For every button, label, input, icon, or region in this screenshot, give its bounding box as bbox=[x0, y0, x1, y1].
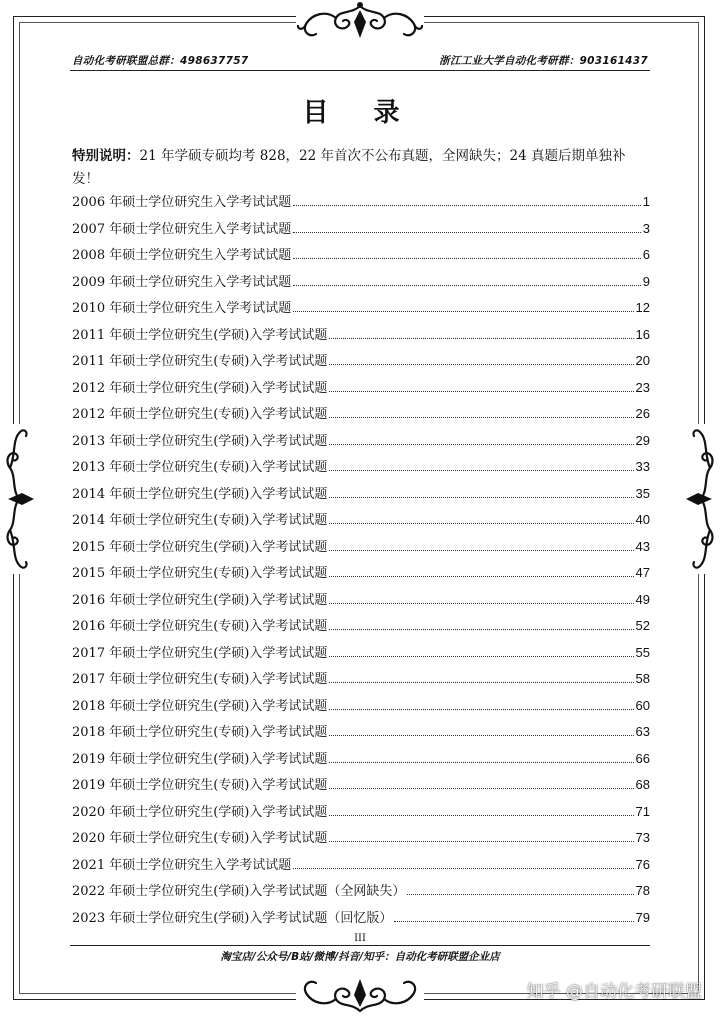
toc-entry-page: 68 bbox=[635, 777, 650, 792]
toc-entry-page: 76 bbox=[635, 856, 650, 872]
toc-entry-page: 49 bbox=[635, 591, 650, 607]
page-title: 目 录 bbox=[302, 98, 418, 128]
table-of-contents bbox=[72, 191, 650, 933]
toc-entry-title: 2018 年硕士学位研究生(学硕)入学考试试题 bbox=[72, 698, 328, 714]
toc-entry-title: 2014 年硕士学位研究生(学硕)入学考试试题 bbox=[72, 486, 328, 502]
toc-entry-title: 2013 年硕士学位研究生(专硕)入学考试试题 bbox=[72, 460, 328, 475]
toc-dot-leader bbox=[293, 303, 633, 312]
toc-entry-page: 6 bbox=[642, 247, 650, 262]
toc-entry-title: 2011 年硕士学位研究生(专硕)入学考试试题 bbox=[72, 354, 328, 369]
toc-dot-leader bbox=[329, 753, 633, 762]
toc-entry-title: 2013 年硕士学位研究生(学硕)入学考试试题 bbox=[72, 433, 328, 449]
toc-dot-leader bbox=[293, 276, 641, 285]
toc-dot-leader bbox=[329, 780, 633, 789]
toc-entry[interactable] bbox=[72, 721, 650, 748]
toc-entry-page: 58 bbox=[635, 671, 650, 686]
toc-entry[interactable] bbox=[72, 880, 650, 907]
toc-entry-page: 71 bbox=[635, 803, 650, 819]
toc-dot-leader bbox=[329, 356, 633, 365]
toc-entry[interactable] bbox=[72, 668, 650, 695]
toc-entry-title: 2009 年硕士学位研究生入学考试试题 bbox=[72, 274, 292, 290]
toc-dot-leader bbox=[329, 727, 633, 736]
toc-entry-title: 2018 年硕士学位研究生(专硕)入学考试试题 bbox=[72, 725, 328, 740]
toc-dot-leader bbox=[329, 647, 633, 656]
toc-entry[interactable] bbox=[72, 430, 650, 457]
special-note bbox=[72, 145, 652, 191]
toc-entry-title: 2010 年硕士学位研究生入学考试试题 bbox=[72, 301, 292, 316]
right-flourish-ornament bbox=[682, 424, 720, 574]
toc-entry-page: 26 bbox=[635, 406, 650, 421]
special-note-label: 特别说明： bbox=[72, 148, 140, 164]
toc-entry[interactable] bbox=[72, 244, 650, 271]
toc-entry-page: 12 bbox=[635, 300, 650, 315]
toc-entry-title: 2016 年硕士学位研究生(学硕)入学考试试题 bbox=[72, 592, 328, 608]
toc-dot-leader bbox=[407, 886, 633, 895]
toc-entry-title: 2007 年硕士学位研究生入学考试试题 bbox=[72, 221, 292, 237]
toc-entry[interactable] bbox=[72, 589, 650, 616]
toc-entry[interactable] bbox=[72, 695, 650, 722]
toc-dot-leader bbox=[329, 435, 633, 444]
toc-entry[interactable] bbox=[72, 642, 650, 669]
toc-entry[interactable] bbox=[72, 297, 650, 324]
toc-dot-leader bbox=[329, 329, 633, 338]
toc-entry[interactable] bbox=[72, 456, 650, 483]
toc-entry-title: 2006 年硕士学位研究生入学考试试题 bbox=[72, 195, 292, 210]
zhihu-watermark: 知乎 @自动化考研联盟 bbox=[526, 982, 702, 1002]
toc-dot-leader bbox=[293, 197, 641, 206]
footer-shop-info: 淘宝店/公众号/B站/微博/抖音/知乎：自动化考研联盟企业店 bbox=[220, 951, 500, 963]
toc-entry-title: 2019 年硕士学位研究生(专硕)入学考试试题 bbox=[72, 778, 328, 793]
toc-entry-title: 2008 年硕士学位研究生入学考试试题 bbox=[72, 248, 292, 263]
toc-entry-page: 16 bbox=[635, 326, 650, 342]
toc-entry[interactable] bbox=[72, 509, 650, 536]
toc-dot-leader bbox=[293, 223, 641, 232]
toc-entry[interactable] bbox=[72, 801, 650, 828]
toc-entry-page: 9 bbox=[642, 273, 650, 289]
toc-entry-page: 29 bbox=[635, 432, 650, 448]
toc-entry-title: 2017 年硕士学位研究生(专硕)入学考试试题 bbox=[72, 672, 328, 687]
header-right-group-info: 浙江工业大学自动化考研群：903161437 bbox=[439, 55, 648, 67]
toc-entry[interactable] bbox=[72, 748, 650, 775]
toc-dot-leader bbox=[329, 806, 633, 815]
top-flourish-ornament bbox=[296, 0, 424, 44]
toc-entry-title: 2012 年硕士学位研究生(学硕)入学考试试题 bbox=[72, 380, 328, 396]
toc-entry-page: 23 bbox=[635, 379, 650, 395]
toc-entry-page: 79 bbox=[635, 909, 650, 925]
toc-dot-leader bbox=[329, 541, 633, 550]
toc-dot-leader bbox=[329, 594, 633, 603]
toc-entry-page: 33 bbox=[635, 459, 650, 474]
toc-entry[interactable] bbox=[72, 615, 650, 642]
toc-entry-page: 1 bbox=[642, 194, 650, 209]
toc-entry-title: 2017 年硕士学位研究生(学硕)入学考试试题 bbox=[72, 645, 328, 661]
toc-dot-leader bbox=[293, 250, 641, 259]
toc-dot-leader bbox=[329, 568, 633, 577]
toc-entry-title: 2011 年硕士学位研究生(学硕)入学考试试题 bbox=[72, 327, 328, 343]
toc-entry-title: 2021 年硕士学位研究生入学考试试题 bbox=[72, 857, 292, 873]
toc-entry-page: 66 bbox=[635, 750, 650, 766]
page-number: III bbox=[354, 933, 366, 944]
toc-entry-page: 52 bbox=[635, 618, 650, 633]
toc-entry[interactable] bbox=[72, 562, 650, 589]
toc-entry[interactable] bbox=[72, 350, 650, 377]
toc-entry-page: 20 bbox=[635, 353, 650, 368]
toc-dot-leader bbox=[329, 515, 633, 524]
toc-entry[interactable] bbox=[72, 324, 650, 351]
toc-entry-title: 2023 年硕士学位研究生(学硕)入学考试试题（回忆版） bbox=[72, 910, 393, 926]
toc-entry-title: 2019 年硕士学位研究生(学硕)入学考试试题 bbox=[72, 751, 328, 767]
left-flourish-ornament bbox=[0, 424, 38, 574]
toc-entry[interactable] bbox=[72, 191, 650, 218]
header-left-group-info: 自动化考研联盟总群：498637757 bbox=[72, 55, 249, 67]
toc-dot-leader bbox=[293, 859, 633, 868]
footer-rule bbox=[70, 945, 650, 946]
toc-entry-page: 78 bbox=[635, 883, 650, 898]
toc-entry-page: 47 bbox=[635, 565, 650, 580]
toc-entry[interactable] bbox=[72, 483, 650, 510]
toc-entry-page: 43 bbox=[635, 538, 650, 554]
toc-entry[interactable] bbox=[72, 271, 650, 298]
toc-entry[interactable] bbox=[72, 827, 650, 854]
toc-entry-title: 2015 年硕士学位研究生(学硕)入学考试试题 bbox=[72, 539, 328, 555]
toc-entry[interactable] bbox=[72, 403, 650, 430]
toc-dot-leader bbox=[329, 488, 633, 497]
bottom-flourish-ornament bbox=[296, 975, 424, 1017]
toc-dot-leader bbox=[329, 409, 633, 418]
toc-entry-page: 3 bbox=[642, 220, 650, 236]
toc-entry-page: 55 bbox=[635, 644, 650, 660]
toc-entry-page: 60 bbox=[635, 697, 650, 713]
toc-entry-page: 40 bbox=[635, 512, 650, 527]
toc-entry-title: 2020 年硕士学位研究生(学硕)入学考试试题 bbox=[72, 804, 328, 820]
toc-entry[interactable] bbox=[72, 907, 650, 934]
toc-dot-leader bbox=[394, 912, 633, 921]
toc-entry-title: 2020 年硕士学位研究生(专硕)入学考试试题 bbox=[72, 831, 328, 846]
toc-dot-leader bbox=[329, 462, 633, 471]
toc-entry[interactable] bbox=[72, 377, 650, 404]
special-note-text: 21 年学硕专硕均考 828，22 年首次不公布真题，全网缺失；24 真题后期单独补发！ bbox=[72, 148, 626, 187]
toc-entry[interactable] bbox=[72, 774, 650, 801]
header-rule bbox=[70, 70, 650, 71]
toc-entry[interactable] bbox=[72, 536, 650, 563]
toc-entry-page: 73 bbox=[635, 830, 650, 845]
toc-entry[interactable] bbox=[72, 854, 650, 881]
toc-dot-leader bbox=[329, 700, 633, 709]
toc-entry-title: 2014 年硕士学位研究生(专硕)入学考试试题 bbox=[72, 513, 328, 528]
toc-dot-leader bbox=[329, 382, 633, 391]
toc-dot-leader bbox=[329, 621, 633, 630]
toc-entry-title: 2015 年硕士学位研究生(专硕)入学考试试题 bbox=[72, 566, 328, 581]
toc-entry-page: 35 bbox=[635, 485, 650, 501]
toc-dot-leader bbox=[329, 833, 633, 842]
toc-entry-title: 2022 年硕士学位研究生(学硕)入学考试试题（全网缺失） bbox=[72, 884, 406, 899]
toc-entry-title: 2012 年硕士学位研究生(专硕)入学考试试题 bbox=[72, 407, 328, 422]
toc-entry-page: 63 bbox=[635, 724, 650, 739]
toc-entry[interactable] bbox=[72, 218, 650, 245]
toc-entry-title: 2016 年硕士学位研究生(专硕)入学考试试题 bbox=[72, 619, 328, 634]
toc-dot-leader bbox=[329, 674, 633, 683]
